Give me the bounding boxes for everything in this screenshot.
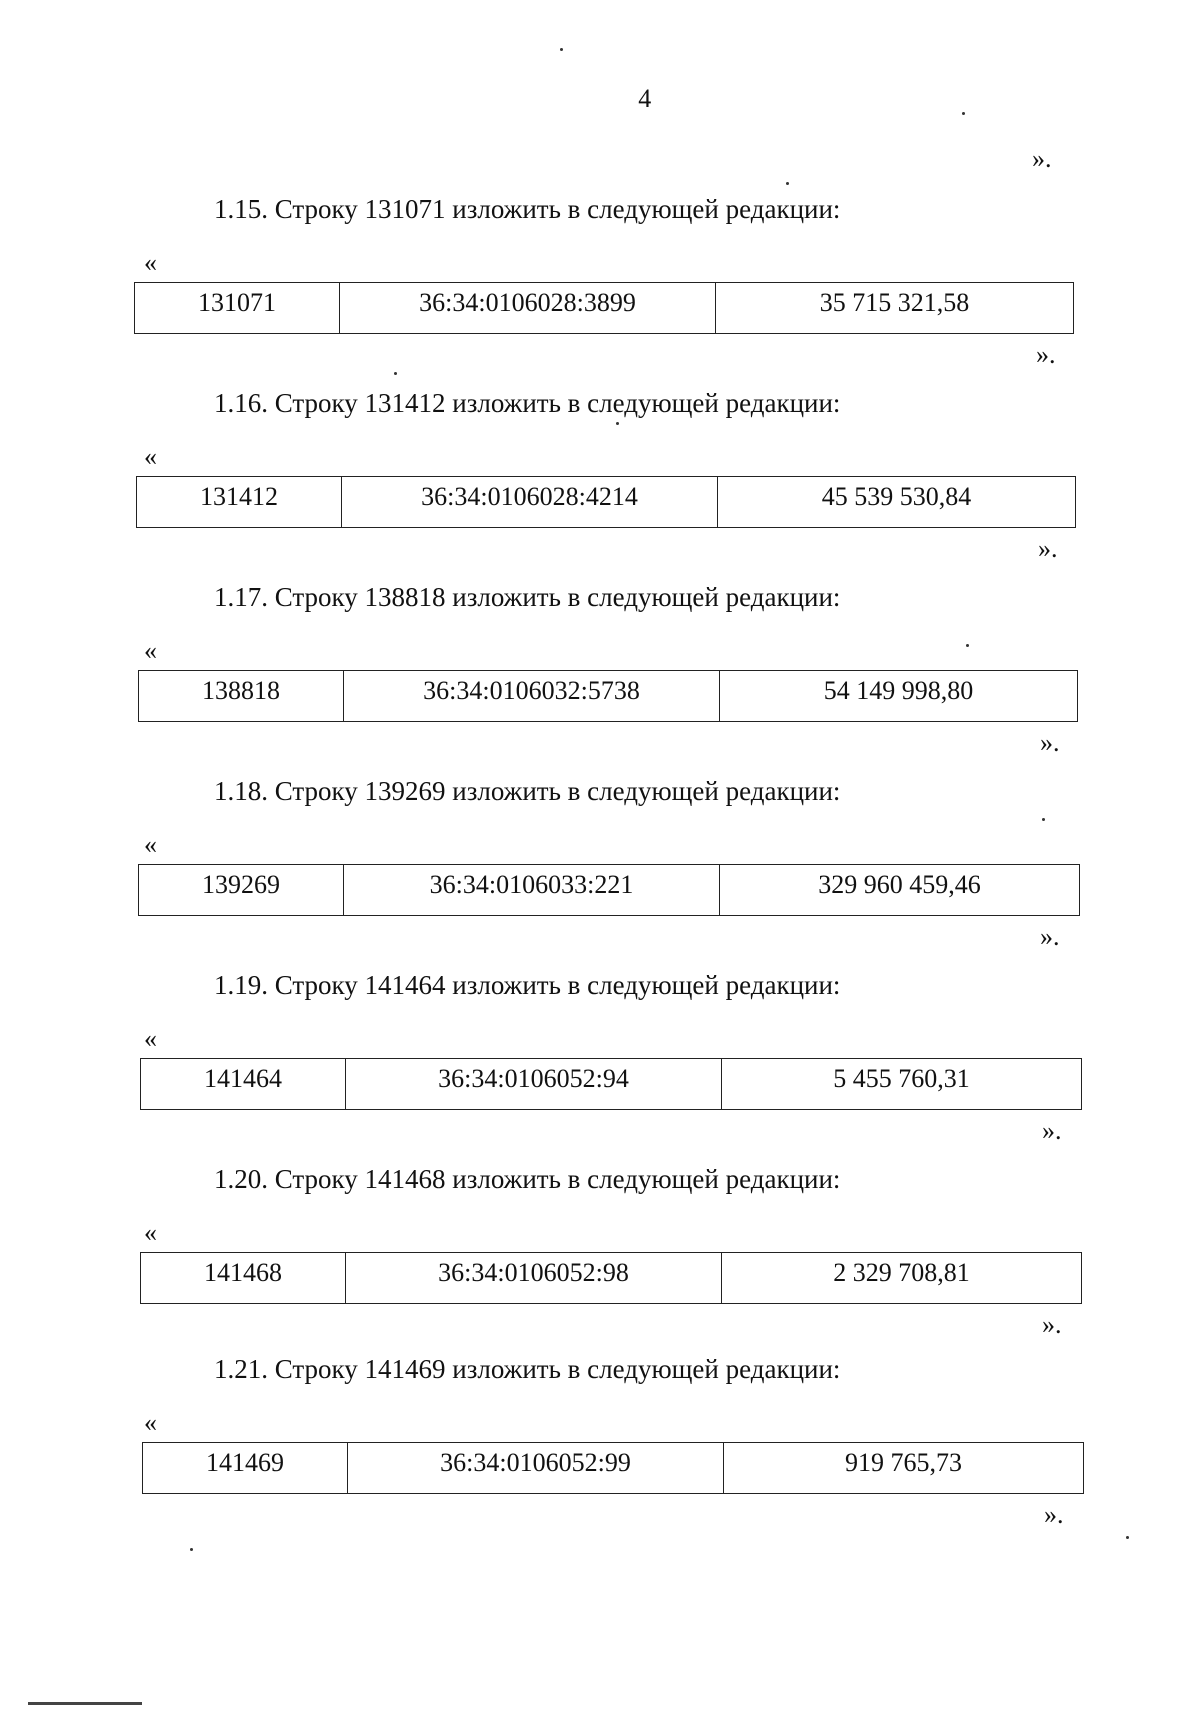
row-number-cell: 138818 xyxy=(202,676,280,705)
closing-quote: ». xyxy=(1044,1500,1064,1529)
cadastral-number-cell: 36:34:0106032:5738 xyxy=(343,671,719,721)
closing-quote: ». xyxy=(1042,1310,1062,1339)
closing-quote-previous: ». xyxy=(1032,144,1052,173)
amendment-table xyxy=(136,476,1076,528)
cadastral-number-cell: 36:34:0106052:98 xyxy=(345,1253,721,1303)
cadastral-value-cell: 35 715 321,58 xyxy=(715,283,1073,333)
cadastral-value-cell: 5 455 760,31 xyxy=(721,1059,1081,1109)
amendment-heading: 1.20. Строку 141468 изложить в следующей редакции: xyxy=(214,1164,841,1194)
scan-speck xyxy=(190,1548,193,1551)
closing-quote: ». xyxy=(1038,534,1058,563)
amendment-heading: 1.21. Строку 141469 изложить в следующей редакции: xyxy=(214,1354,841,1384)
closing-quote: ». xyxy=(1040,728,1060,757)
scan-speck xyxy=(1042,818,1045,821)
amendment-table xyxy=(134,282,1074,334)
opening-quote: « xyxy=(144,1408,157,1437)
cadastral-number-cell: 36:34:0106052:94 xyxy=(345,1059,721,1109)
amendment-table xyxy=(138,670,1078,722)
cadastral-value-cell: 2 329 708,81 xyxy=(721,1253,1081,1303)
scan-speck xyxy=(786,182,789,185)
cadastral-number-cell: 36:34:0106028:4214 xyxy=(341,477,717,527)
amendment-heading: 1.16. Строку 131412 изложить в следующей редакции: xyxy=(214,388,841,418)
scan-speck xyxy=(966,644,969,647)
opening-quote: « xyxy=(144,1024,157,1053)
cadastral-number-cell: 36:34:0106033:221 xyxy=(343,865,719,915)
closing-quote: ». xyxy=(1040,922,1060,951)
amendment-table xyxy=(138,864,1080,916)
scan-edge-mark xyxy=(28,1702,142,1705)
amendment-heading: 1.15. Строку 131071 изложить в следующей редакции: xyxy=(214,194,841,224)
row-number-cell: 141469 xyxy=(206,1448,284,1477)
cadastral-value-cell: 45 539 530,84 xyxy=(717,477,1075,527)
cadastral-value-cell: 919 765,73 xyxy=(723,1443,1083,1493)
closing-quote: ». xyxy=(1042,1116,1062,1145)
opening-quote: « xyxy=(144,442,157,471)
row-number-cell: 141464 xyxy=(204,1064,282,1093)
scan-speck xyxy=(394,372,397,375)
row-number-cell: 139269 xyxy=(202,870,280,899)
amendment-table xyxy=(140,1252,1082,1304)
row-number-cell: 131412 xyxy=(200,482,278,511)
amendment-heading: 1.19. Строку 141464 изложить в следующей редакции: xyxy=(214,970,841,1000)
cadastral-value-cell: 54 149 998,80 xyxy=(719,671,1077,721)
opening-quote: « xyxy=(144,636,157,665)
amendment-heading: 1.18. Строку 139269 изложить в следующей редакции: xyxy=(214,776,841,806)
closing-quote: ». xyxy=(1036,340,1056,369)
opening-quote: « xyxy=(144,830,157,859)
amendment-table xyxy=(142,1442,1084,1494)
cadastral-number-cell: 36:34:0106052:99 xyxy=(347,1443,723,1493)
amendment-heading: 1.17. Строку 138818 изложить в следующей редакции: xyxy=(214,582,841,612)
page-number: 4 xyxy=(638,84,652,113)
cadastral-value-cell: 329 960 459,46 xyxy=(719,865,1079,915)
row-number-cell: 131071 xyxy=(198,288,276,317)
scan-speck xyxy=(616,422,619,425)
scan-speck xyxy=(560,48,563,51)
scan-speck xyxy=(962,112,965,115)
opening-quote: « xyxy=(144,1218,157,1247)
scan-speck xyxy=(1126,1536,1129,1539)
opening-quote: « xyxy=(144,248,157,277)
row-number-cell: 141468 xyxy=(204,1258,282,1287)
cadastral-number-cell: 36:34:0106028:3899 xyxy=(339,283,715,333)
amendment-table xyxy=(140,1058,1082,1110)
